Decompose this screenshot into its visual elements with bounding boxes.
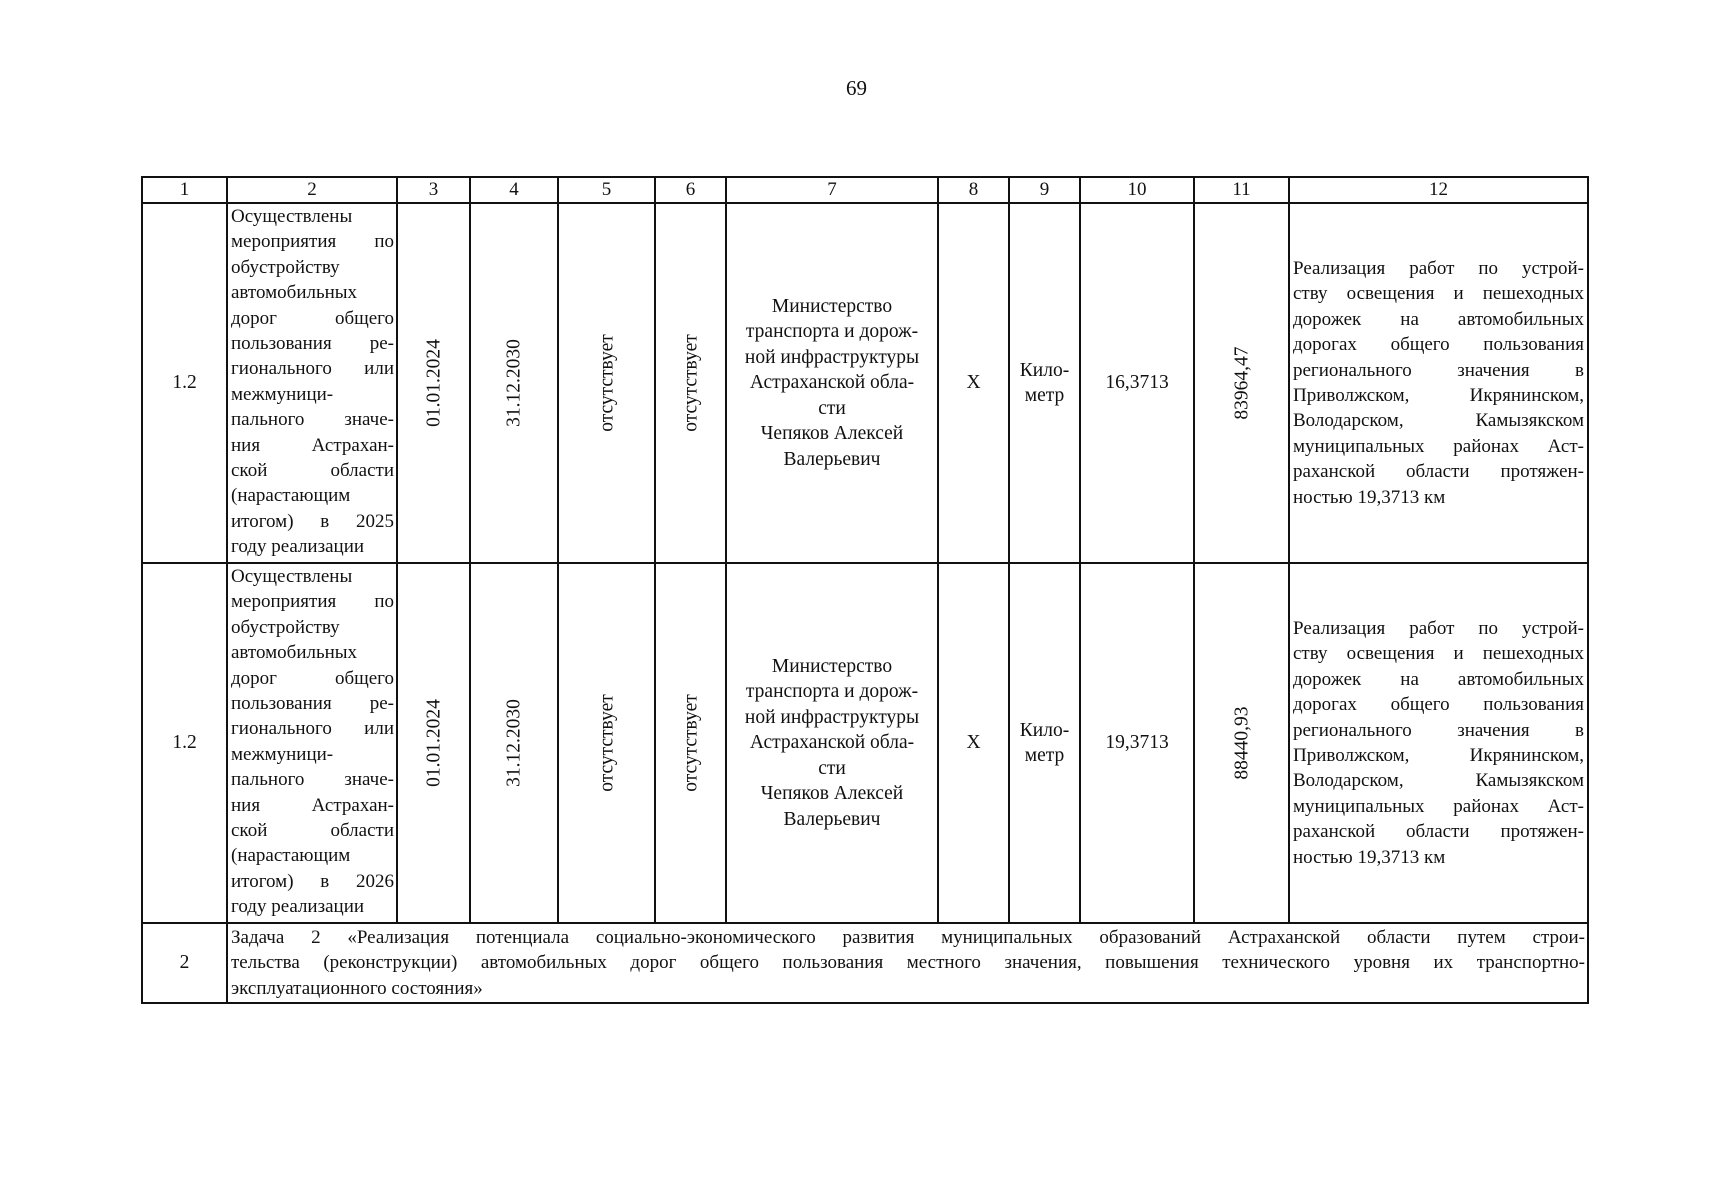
col6-cell	[655, 203, 726, 563]
event-name-line: межмуници-	[231, 743, 334, 765]
event-name-line: автомобильных	[231, 642, 358, 664]
unit-cell	[1009, 203, 1080, 563]
col8-value: X	[938, 203, 1009, 563]
event-name-line: мероприятия по	[231, 591, 394, 613]
end-date-cell	[470, 203, 558, 563]
header-cell: 5	[558, 177, 655, 203]
result-line: Приволжском, Икрянинском,	[1293, 745, 1584, 766]
event-name-line: ской области	[231, 460, 394, 482]
responsible-line: Валерьевич	[783, 448, 881, 470]
result-line: раханской области протяжен-	[1293, 461, 1584, 483]
col6-cell	[655, 563, 726, 923]
header-cell: 9	[1009, 177, 1080, 203]
event-name-line: межмуници-	[231, 383, 334, 405]
row-number: 1.2	[142, 563, 227, 923]
result-line: раханской области протяжен-	[1293, 821, 1584, 843]
indicator-value: 16,3713	[1080, 203, 1194, 563]
result-line: ству освещения и пешеходных	[1293, 643, 1584, 665]
result-line: Володарском, Камызякском	[1293, 410, 1584, 432]
result-line: дорогах общего пользования	[1293, 334, 1584, 356]
col8-value: X	[938, 563, 1009, 923]
event-name-cell	[227, 203, 397, 563]
result-line: Приволжском, Икрянинском,	[1293, 385, 1584, 406]
header-cell: 6	[655, 177, 726, 203]
end-date: 31.12.2030	[503, 339, 525, 427]
event-name-line: Осуществлены	[231, 566, 353, 587]
unit-cell	[1009, 563, 1080, 923]
event-name-line: пользования ре-	[231, 333, 394, 355]
header-cell: 3	[397, 177, 470, 203]
amount-cell	[1194, 563, 1289, 923]
table-row	[142, 563, 1588, 923]
indicator-value: 19,3713	[1080, 563, 1194, 923]
responsible-line: Министерство	[771, 655, 893, 677]
unit-line: метр	[1024, 745, 1065, 766]
result-line: Реализация работ по устрой-	[1293, 617, 1584, 639]
event-name-line: ния Астрахан-	[231, 794, 394, 816]
table-row	[142, 203, 1588, 563]
start-date-cell	[397, 563, 470, 923]
responsible-line: Чепяков Алексей	[760, 783, 904, 805]
col5-cell	[558, 203, 655, 563]
header-cell: 2	[227, 177, 397, 203]
event-name-line: дорог общего	[231, 307, 394, 329]
result-line: регионального значения в	[1293, 359, 1584, 381]
event-name-line: (нарастающим	[231, 485, 351, 507]
event-name-line: году реализации	[231, 536, 365, 558]
header-cell: 11	[1194, 177, 1289, 203]
unit-line: метр	[1024, 385, 1065, 406]
responsible-cell	[726, 563, 938, 923]
event-name-line: гионального или	[231, 718, 394, 740]
result-line: регионального значения в	[1293, 719, 1584, 741]
event-name-line: ской области	[231, 820, 394, 842]
header-cell: 12	[1289, 177, 1588, 203]
event-name-line: автомобильных	[231, 282, 358, 304]
event-name-line: пального значе-	[231, 409, 394, 431]
header-cell: 4	[470, 177, 558, 203]
event-name-line: Осуществлены	[231, 206, 353, 227]
responsible-line: Астраханской обла-	[749, 732, 915, 754]
event-name-line: пользования ре-	[231, 693, 394, 715]
result-line: муниципальных районах Аст-	[1293, 435, 1584, 457]
result-line: дорогах общего пользования	[1293, 694, 1584, 716]
result-line: Володарском, Камызякском	[1293, 770, 1584, 792]
result-line: дорожек на автомобильных	[1293, 668, 1584, 690]
amount-value: 88440,93	[1230, 706, 1252, 780]
responsible-line: ной инфраструктуры	[744, 346, 920, 368]
result-line: ностью 19,3713 км	[1293, 846, 1446, 868]
event-name-cell	[227, 563, 397, 923]
col5-cell	[558, 563, 655, 923]
responsible-cell	[726, 203, 938, 563]
result-line: ству освещения и пешеходных	[1293, 283, 1584, 305]
event-name-line: (нарастающим	[231, 845, 351, 867]
end-date: 31.12.2030	[503, 699, 525, 787]
task-line: Задача 2 «Реализация потенциала социально-экономического развития муниципальных образований Астраханской области путем строи-	[231, 926, 1585, 948]
col6-value: отсутствует	[679, 334, 701, 432]
result-description-cell	[1289, 563, 1588, 923]
responsible-line: транспорта и дорож-	[745, 321, 919, 343]
header-row	[142, 177, 1588, 203]
task-number: 2	[142, 923, 227, 1003]
task-line: тельства (реконструкции) автомобильных дорог общего пользования местного значения, повышения технического уровня их транспортно-	[231, 952, 1585, 974]
col5-value: отсутствует	[595, 694, 617, 792]
amount-value: 83964,47	[1230, 346, 1252, 420]
event-name-line: дорог общего	[231, 667, 394, 689]
event-name-line: итогом) в 2025	[231, 510, 394, 532]
event-name-line: мероприятия по	[231, 231, 394, 253]
header-cell: 8	[938, 177, 1009, 203]
col6-value: отсутствует	[679, 694, 701, 792]
event-name-line: обустройству	[231, 616, 340, 638]
row-number: 1.2	[142, 203, 227, 563]
event-name-line: ния Астрахан-	[231, 434, 394, 456]
responsible-line: Астраханской обла-	[749, 372, 915, 394]
responsible-line: Чепяков Алексей	[760, 423, 904, 445]
event-name-line: году реализации	[231, 896, 365, 918]
result-line: дорожек на автомобильных	[1293, 308, 1584, 330]
result-description-cell	[1289, 203, 1588, 563]
start-date: 01.01.2024	[422, 699, 444, 787]
end-date-cell	[470, 563, 558, 923]
page-number: 69	[846, 76, 867, 100]
header-cell: 1	[142, 177, 227, 203]
responsible-line: ной инфраструктуры	[744, 706, 920, 728]
unit-line: Кило-	[1019, 359, 1070, 381]
responsible-line: сти	[818, 397, 846, 419]
event-name-line: обустройству	[231, 256, 340, 278]
amount-cell	[1194, 203, 1289, 563]
responsible-line: Валерьевич	[783, 808, 881, 830]
program-table	[141, 176, 1589, 1004]
start-date-cell	[397, 203, 470, 563]
responsible-line: транспорта и дорож-	[745, 681, 919, 703]
task-line: эксплуатационного состояния»	[231, 977, 483, 999]
header-cell: 10	[1080, 177, 1194, 203]
result-line: муниципальных районах Аст-	[1293, 795, 1584, 817]
event-name-line: гионального или	[231, 358, 394, 380]
result-line: ностью 19,3713 км	[1293, 486, 1446, 508]
header-cell: 7	[726, 177, 938, 203]
result-line: Реализация работ по устрой-	[1293, 257, 1584, 279]
col5-value: отсутствует	[595, 334, 617, 432]
start-date: 01.01.2024	[422, 339, 444, 427]
event-name-line: итогом) в 2026	[231, 870, 394, 892]
task-row	[142, 923, 1588, 1003]
event-name-line: пального значе-	[231, 769, 394, 791]
responsible-line: Министерство	[771, 295, 893, 317]
task-description-cell	[227, 923, 1588, 1003]
responsible-line: сти	[818, 757, 846, 779]
unit-line: Кило-	[1019, 719, 1070, 741]
